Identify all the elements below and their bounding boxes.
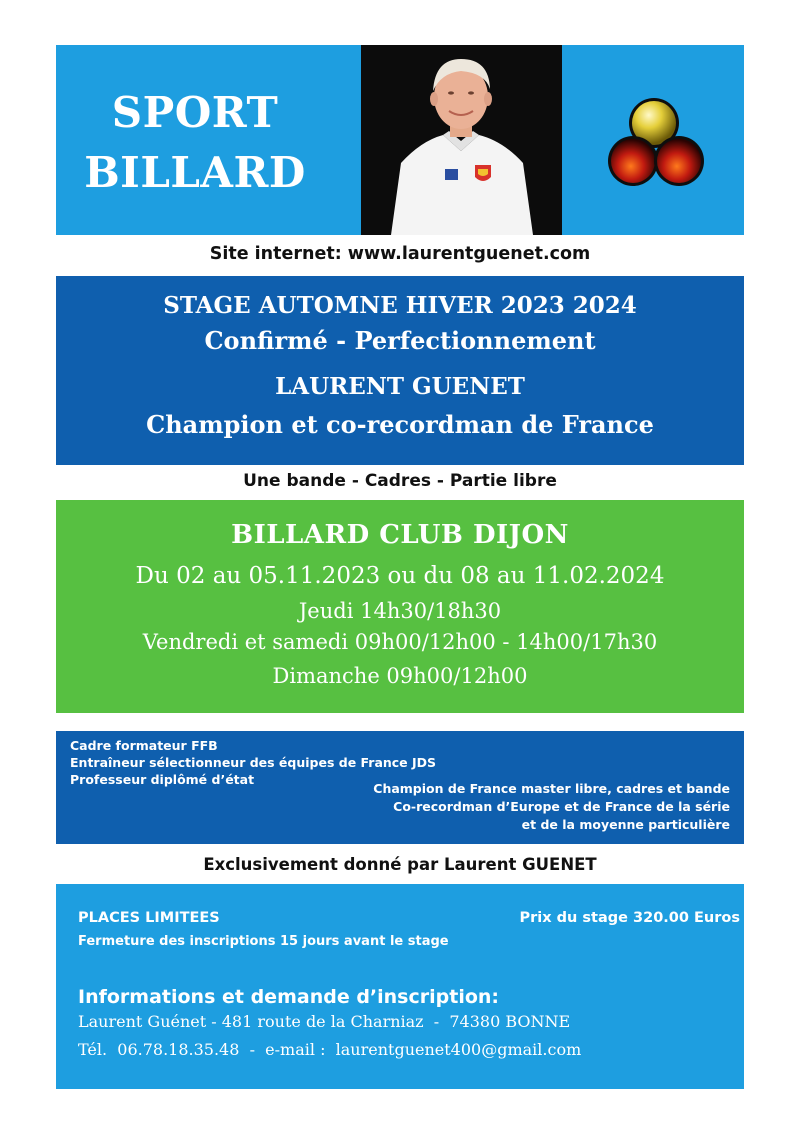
- coach-name: LAURENT GUENET: [275, 373, 525, 400]
- registration-closing: Fermeture des inscriptions 15 jours avant le stage: [78, 934, 449, 949]
- stage-dates: Du 02 au 05.11.2023 ou du 08 au 11.02.2024: [135, 563, 665, 589]
- credential-right-1: Champion de France master libre, cadres et bande: [373, 781, 730, 796]
- schedule-friday-saturday: Vendredi et samedi 09h00/12h00 - 14h00/17h30: [142, 630, 658, 654]
- stage-level: Confirmé - Perfectionnement: [204, 326, 596, 355]
- limited-places: PLACES LIMITEES: [78, 910, 220, 926]
- credential-left-1: Cadre formateur FFB: [70, 738, 218, 753]
- credential-left-3: Professeur diplômé d’état: [70, 772, 255, 787]
- contact-address: Laurent Guénet - 481 route de la Charniaz - 74380 BONNE: [78, 1012, 571, 1031]
- credential-right-3: et de la moyenne particulière: [521, 817, 730, 832]
- billiard-balls-logo: [562, 45, 744, 235]
- player-photo: [361, 45, 562, 235]
- header-right-panel: [562, 45, 744, 235]
- stage-price: Prix du stage 320.00 Euros: [519, 910, 740, 926]
- website-line: Site internet: www.laurentguenet.com: [209, 244, 591, 264]
- header-title-line1: SPORT: [111, 88, 279, 137]
- contact-phone-email: Tél. 06.78.18.35.48 - e-mail : laurentguenet400@gmail.com: [78, 1040, 582, 1059]
- stage-title: STAGE AUTOMNE HIVER 2023 2024: [163, 292, 637, 319]
- player-portrait-image: [361, 45, 562, 235]
- header-title-line2: BILLARD: [84, 148, 306, 197]
- credential-right-2: Co-recordman d’Europe et de France de la série: [393, 799, 730, 814]
- exclusive-line: Exclusivement donné par Laurent GUENET: [203, 855, 597, 874]
- coach-title: Champion et co-recordman de France: [146, 410, 654, 439]
- credential-left-2: Entraîneur sélectionneur des équipes de France JDS: [70, 755, 437, 770]
- schedule-thursday: Jeudi 14h30/18h30: [298, 599, 502, 623]
- club-name: BILLARD CLUB DIJON: [231, 520, 569, 550]
- info-title: Informations et demande d’inscription:: [78, 986, 500, 1008]
- disciplines-line: Une bande - Cadres - Partie libre: [243, 471, 557, 491]
- schedule-sunday: Dimanche 09h00/12h00: [272, 664, 528, 688]
- header-left-panel: [56, 45, 361, 235]
